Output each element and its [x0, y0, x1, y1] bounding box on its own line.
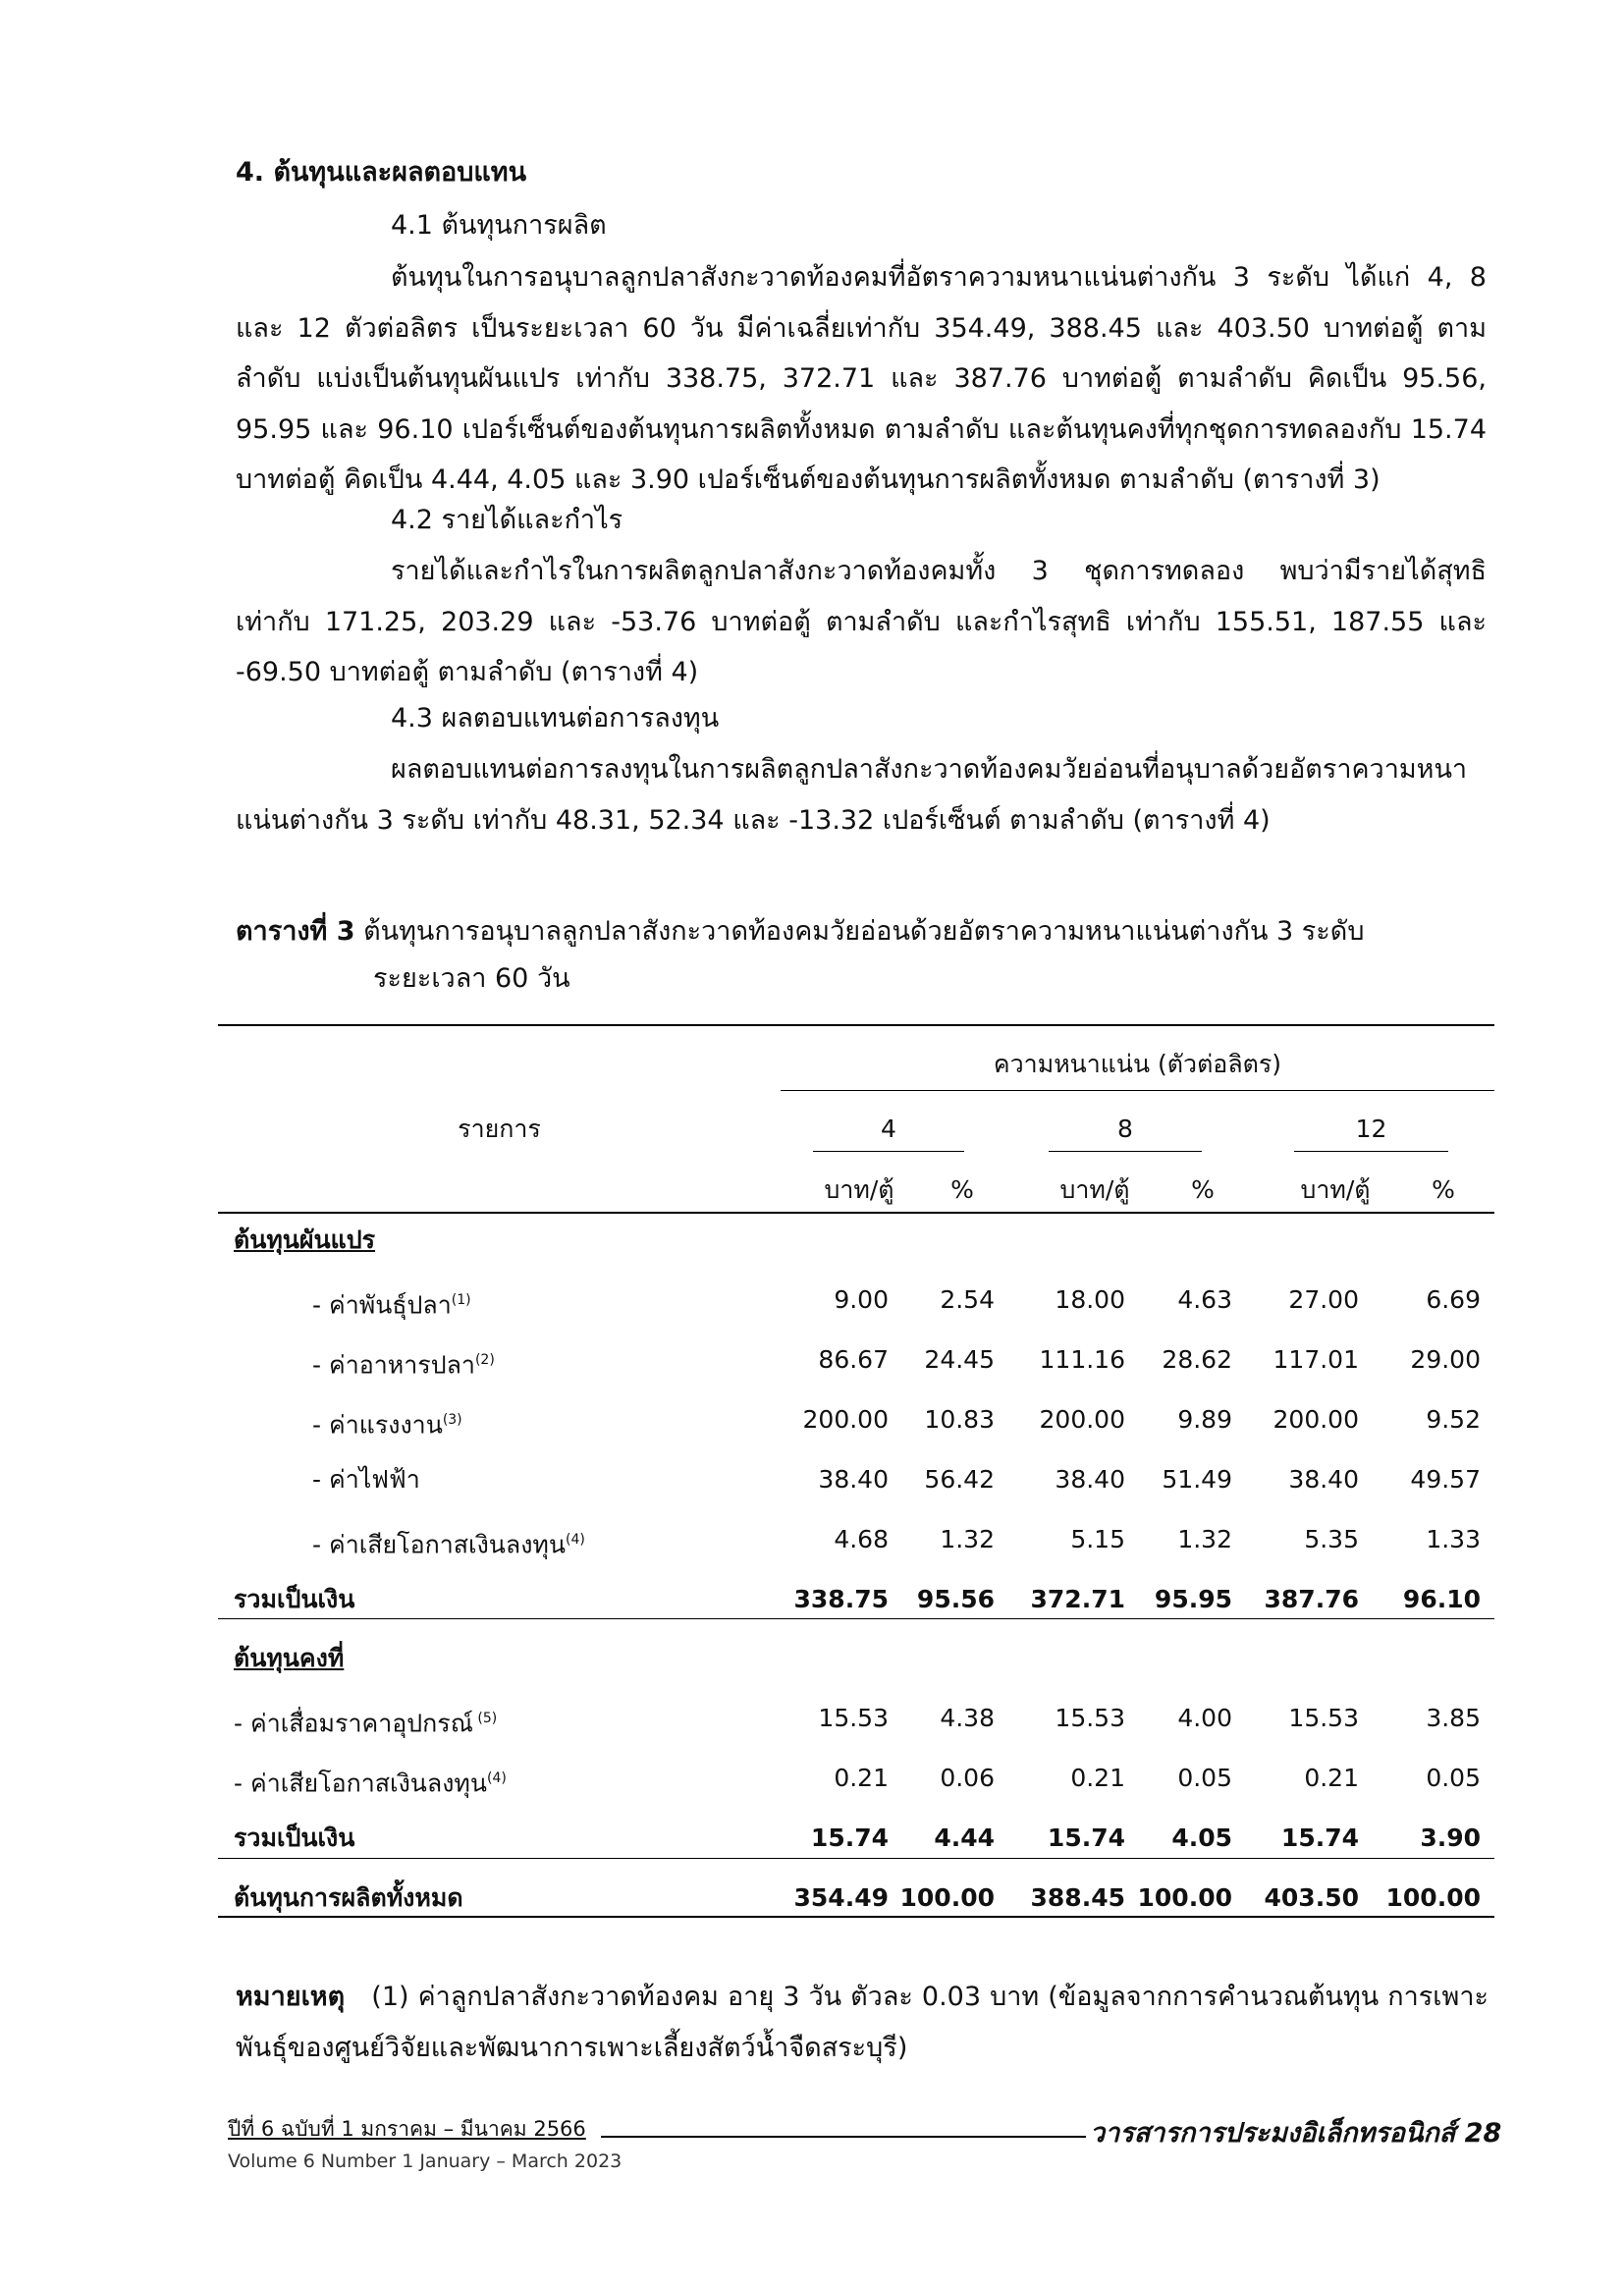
fixed-total-value-0: 15.74	[810, 1823, 889, 1852]
variable-row-0-value-0: 9.00	[834, 1285, 889, 1314]
table-note-label: หมายเหตุ	[236, 1982, 346, 2012]
variable-row-2-value-0: 200.00	[802, 1405, 889, 1434]
subsection-4-3-title: 4.3 ผลตอบแทนต่อการลงทุน	[391, 703, 720, 734]
variable-row-1-value-2: 111.16	[1039, 1345, 1125, 1374]
variable-row-1-label	[312, 1343, 495, 1382]
footer-page-number: 28	[1464, 2118, 1502, 2149]
table-caption-text: ต้นทุนการอนุบาลลูกปลาสังกะวาดท้องคมวัยอ่อนด้วยอัตราความหนาแน่นต่างกัน 3 ระดับ	[363, 916, 1365, 947]
variable-row-3-label-text: - ค่าไฟฟ้า	[312, 1465, 420, 1494]
fixed-row-0-value-1: 4.38	[940, 1704, 995, 1732]
subsection-4-2-title: 4.2 รายได้และกำไร	[391, 505, 623, 535]
variable-row-4-value-4: 5.35	[1304, 1525, 1359, 1553]
subsection-4-1-title: 4.1 ต้นทุนการผลิต	[391, 210, 607, 241]
density-12-header: 12	[1355, 1115, 1387, 1143]
footer-journal	[1090, 2111, 1501, 2153]
fixed-total-value-1: 4.44	[934, 1823, 995, 1852]
footer-line	[601, 2136, 1086, 2138]
variable-row-2-label-text: - ค่าแรงงาน	[312, 1410, 443, 1440]
variable-row-1-value-4: 117.01	[1272, 1345, 1359, 1374]
item-column-header: รายการ	[458, 1115, 541, 1143]
grand-total-value-4: 403.50	[1264, 1883, 1359, 1912]
variable-row-0-value-5: 6.69	[1426, 1285, 1481, 1314]
table-note-text: (1) ค่าลูกปลาสังกะวาดท้องคม อายุ 3 วัน ตัวละ 0.03 บาท (ข้อมูลจากการคำนวณต้นทุน การเพาะพันธุ์ของศูนย์วิจัยและพัฒนาการเพาะเลี้ยงสัตว์น้ำจืดสระบุรี)	[236, 1982, 1489, 2063]
variable-row-2-value-1: 10.83	[924, 1405, 995, 1434]
fixed-total-value-2: 15.74	[1047, 1823, 1125, 1852]
variable-row-0-label-text: - ค่าพันธุ์ปลา	[312, 1290, 452, 1320]
fixed-total-label-text: รวมเป็นเงิน	[234, 1823, 355, 1852]
variable-row-2-value-5: 9.52	[1426, 1405, 1481, 1434]
grand-total-value-2: 388.45	[1030, 1883, 1125, 1912]
fixed-total-value-5: 3.90	[1420, 1823, 1481, 1852]
variable-row-4-value-3: 1.32	[1177, 1525, 1232, 1553]
table-caption-label: ตารางที่ 3	[236, 916, 355, 947]
fixed-row-1-value-1: 0.06	[940, 1764, 995, 1792]
variable-row-1-value-3: 28.62	[1162, 1345, 1232, 1374]
fixed-row-1-value-3: 0.05	[1177, 1764, 1232, 1792]
variable-row-3-value-3: 51.49	[1162, 1465, 1232, 1494]
variable-row-3-value-5: 49.57	[1410, 1465, 1481, 1494]
subsection-4-2-body: รายได้และกำไรในการผลิตลูกปลาสังกะวาดท้องคมทั้ง 3 ชุดการทดลอง พบว่ามีรายได้สุทธิ เท่ากับ 171.25, 203.29 และ -53.76 บาทต่อตู้ ตามลำดับ และกำไรสุทธิ เท่ากับ 155.51, 187.55 และ -69.50 บาทต่อตู้ ตามลำดับ (ตารางที่ 4)	[236, 556, 1487, 687]
variable-row-0-footnote-ref: (1)	[451, 1292, 471, 1308]
variable-row-2-value-4: 200.00	[1272, 1405, 1359, 1434]
variable-row-3-value-4: 38.40	[1288, 1465, 1359, 1494]
variable-total-value-3: 95.95	[1154, 1585, 1232, 1613]
variable-row-4-value-0: 4.68	[834, 1525, 889, 1553]
fixed-total-label	[234, 1822, 354, 1855]
variable-row-1-value-1: 24.45	[924, 1345, 995, 1374]
variable-row-4-value-5: 1.33	[1426, 1525, 1481, 1553]
variable-row-4-footnote-ref: (4)	[566, 1532, 585, 1548]
header-bottom-rule	[218, 1212, 1494, 1214]
density-4-rule	[813, 1151, 964, 1152]
fixed-cost-title: ต้นทุนคงที่	[234, 1644, 345, 1672]
variable-row-4-value-1: 1.32	[940, 1525, 995, 1553]
table-bottom-rule	[218, 1916, 1494, 1918]
variable-row-2-label	[312, 1403, 462, 1442]
fixed-row-0-value-0: 15.53	[818, 1704, 889, 1732]
density-group-rule	[781, 1090, 1494, 1091]
variable-row-3-label	[312, 1463, 420, 1497]
variable-row-2-value-3: 9.89	[1177, 1405, 1232, 1434]
variable-total-label	[234, 1583, 354, 1616]
fixed-row-1-label	[234, 1762, 507, 1800]
subsection-4-1-body: ต้นทุนในการอนุบาลลูกปลาสังกะวาดท้องคมที่อัตราความหนาแน่นต่างกัน 3 ระดับ ได้แก่ 4, 8 และ 12 ตัวต่อลิตร เป็นระยะเวลา 60 วัน มีค่าเฉลี่ยเท่ากับ 354.49, 388.45 และ 403.50 บาทต่อตู้ ตามลำดับ แบ่งเป็นต้นทุนผันแปร เท่ากับ 338.75, 372.71 และ 387.76 บาทต่อตู้ ตามลำดับ คิดเป็น 95.56, 95.95 และ 96.10 เปอร์เซ็นต์ของต้นทุนการผลิตทั้งหมด ตามลำดับ และต้นทุนคงที่ทุกชุดการทดลองกับ 15.74 บาทต่อตู้ คิดเป็น 4.44, 4.05 และ 3.90 เปอร์เซ็นต์ของต้นทุนการผลิตทั้งหมด ตามลำดับ (ตารางที่ 3)	[236, 262, 1487, 495]
fixed-row-0-value-2: 15.53	[1055, 1704, 1125, 1732]
variable-row-2-value-2: 200.00	[1039, 1405, 1125, 1434]
fixed-row-0-label-text: - ค่าเสื่อมราคาอุปกรณ์	[234, 1709, 473, 1738]
fixed-row-0-label	[234, 1702, 497, 1740]
table-note	[236, 1972, 1489, 2074]
section-heading: 4. ต้นทุนและผลตอบแทน	[236, 157, 527, 188]
grand-total-value-0: 354.49	[793, 1883, 889, 1912]
unit-baht-8: บาท/ตู้	[1059, 1175, 1130, 1204]
fixed-total-rule	[218, 1858, 1494, 1859]
variable-total-value-0: 338.75	[793, 1585, 889, 1613]
fixed-row-0-value-4: 15.53	[1288, 1704, 1359, 1732]
fixed-row-1-value-5: 0.05	[1426, 1764, 1481, 1792]
grand-total-label	[234, 1881, 463, 1915]
density-group-header: ความหนาแน่น (ตัวต่อลิตร)	[993, 1050, 1282, 1078]
fixed-row-0-value-3: 4.00	[1177, 1704, 1232, 1732]
variable-row-0-label	[312, 1283, 471, 1322]
grand-total-value-5: 100.00	[1385, 1883, 1481, 1912]
density-8-header: 8	[1117, 1115, 1133, 1143]
fixed-row-1-label-text: - ค่าเสียโอกาสเงินลงทุน	[234, 1769, 487, 1798]
variable-total-rule	[218, 1618, 1494, 1619]
fixed-row-1-value-4: 0.21	[1304, 1764, 1359, 1792]
variable-row-1-label-text: - ค่าอาหารปลา	[312, 1350, 475, 1380]
fixed-row-1-value-2: 0.21	[1070, 1764, 1125, 1792]
footer-journal-name: วารสารการประมงอิเล็กทรอนิกส์	[1090, 2118, 1456, 2149]
table-caption	[236, 908, 1492, 1003]
unit-pct-8: %	[1191, 1175, 1215, 1204]
fixed-row-0-footnote-ref: (5)	[472, 1711, 498, 1726]
grand-total-value-1: 100.00	[899, 1883, 995, 1912]
grand-total-value-3: 100.00	[1137, 1883, 1232, 1912]
table-caption-line2: ระยะเวลา 60 วัน	[373, 963, 570, 994]
grand-total-label-text: ต้นทุนการผลิตทั้งหมด	[234, 1883, 463, 1912]
variable-row-1-value-5: 29.00	[1410, 1345, 1481, 1374]
variable-row-1-footnote-ref: (2)	[474, 1352, 495, 1368]
unit-pct-12: %	[1432, 1175, 1455, 1204]
variable-total-value-1: 95.56	[916, 1585, 995, 1613]
unit-baht-4: บาท/ตู้	[824, 1175, 894, 1204]
density-8-rule	[1049, 1151, 1202, 1152]
variable-row-0-value-2: 18.00	[1055, 1285, 1125, 1314]
variable-row-3-value-2: 38.40	[1055, 1465, 1125, 1494]
variable-row-0-value-1: 2.54	[940, 1285, 995, 1314]
unit-baht-12: บาท/ตู้	[1300, 1175, 1371, 1204]
fixed-row-1-value-0: 0.21	[834, 1764, 889, 1792]
density-4-header: 4	[881, 1115, 896, 1143]
fixed-row-0-value-5: 3.85	[1426, 1704, 1481, 1732]
variable-row-2-footnote-ref: (3)	[442, 1412, 462, 1428]
variable-row-0-value-3: 4.63	[1177, 1285, 1232, 1314]
variable-row-4-label-text: - ค่าเสียโอกาสเงินลงทุน	[312, 1530, 566, 1559]
variable-row-3-value-0: 38.40	[818, 1465, 889, 1494]
footer-issue-english: Volume 6 Number 1 January – March 2023	[228, 2150, 623, 2172]
variable-total-value-5: 96.10	[1402, 1585, 1481, 1613]
table-top-rule	[218, 1024, 1494, 1026]
density-12-rule	[1294, 1151, 1448, 1152]
unit-pct-4: %	[950, 1175, 974, 1204]
variable-row-3-value-1: 56.42	[924, 1465, 995, 1494]
variable-row-1-value-0: 86.67	[818, 1345, 889, 1374]
variable-row-0-value-4: 27.00	[1288, 1285, 1359, 1314]
fixed-total-value-3: 4.05	[1171, 1823, 1232, 1852]
fixed-total-value-4: 15.74	[1280, 1823, 1359, 1852]
fixed-row-1-footnote-ref: (4)	[487, 1770, 507, 1786]
variable-total-value-4: 387.76	[1264, 1585, 1359, 1613]
footer-issue-thai: ปีที่ 6 ฉบับที่ 1 มกราคม – มีนาคม 2566	[228, 2117, 586, 2141]
variable-total-value-2: 372.71	[1030, 1585, 1125, 1613]
variable-row-4-value-2: 5.15	[1070, 1525, 1125, 1553]
variable-row-4-label	[312, 1523, 585, 1561]
variable-total-label-text: รวมเป็นเงิน	[234, 1585, 355, 1613]
variable-cost-title: ต้นทุนผันแปร	[234, 1225, 376, 1254]
subsection-4-3-body: ผลตอบแทนต่อการลงทุนในการผลิตลูกปลาสังกะวาดท้องคมวัยอ่อนที่อนุบาลด้วยอัตราความหนาแน่นต่างกัน 3 ระดับ เท่ากับ 48.31, 52.34 และ -13.32 เปอร์เซ็นต์ ตามลำดับ (ตารางที่ 4)	[236, 754, 1468, 836]
